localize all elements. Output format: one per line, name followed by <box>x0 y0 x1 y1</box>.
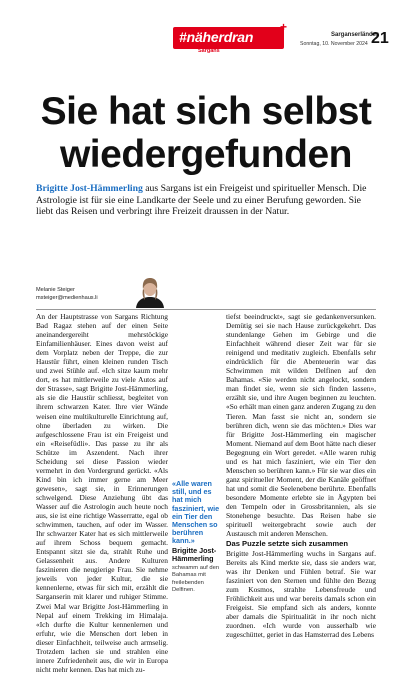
pull-quote-name: Brigitte Jost-Hämmerling <box>172 545 217 563</box>
headline: Sie hat sich selbst wiedergefunden <box>40 90 372 176</box>
issue-date: Sonntag, 10. November 2024 <box>300 41 368 47</box>
body-column-2 <box>226 312 376 639</box>
body-column-1 <box>36 312 168 674</box>
pull-quote <box>172 480 222 595</box>
body-paragraph: tiefst beeindruckt», sagt sie gedankenversunken. Demütig sei sie nach Hause zurückgekehrt. Das stundenlange Gehen im Gebirge und die Einfachheit während dieser Zeit war für sie reinigend und meditativ zugleich. Ebenfalls sehr eindrücklich für die Abenteuerin war das Schwimmen mit wilden Delfinen auf den Bahamas. «Sie werden nicht angelockt, sondern man findet sie, wenn sie sich finden lassen», erzählt sie, und ihre Augen beginnen zu leuchten. «So erhält man einen ganz anderen Zugang zu den Tieren. Man fasst sie nicht an, sondern sie berühren dich, wenn sie das möchten.» Dies war für Brigitte Jost-Hämmerling ein magischer Moment. Niemand auf dem Boot hätte nach dieser Begegnung ein Wort geredet. «Alle waren ruhig und es hat mich fasziniert, wie ein Tier den Menschen so berühren kann.» Für sie war dies ein ganz spiritueller Moment, der die Kanäle geöffnet hat und somit die Seelenebene berührte. Ebenfalls besondere Momente erlebte sie in Ägypten bei den Tempeln oder in Grossbritannien, als sie Stonehenge besuchte. Das Reisen habe sie spirituell weitergebracht sowie auch der Austausch mit anderen Menschen. <box>226 312 376 539</box>
pull-quote-caption: schwamm auf den Bahamas mit freilebenden Delfinen. <box>172 565 220 594</box>
author-byline <box>36 286 98 302</box>
section-logo <box>173 27 284 49</box>
page-number: 21 <box>371 30 389 47</box>
logo-subtitle: Sargans <box>198 48 220 54</box>
lead-person-name: Brigitte Jost-Hämmerling <box>36 183 143 194</box>
author-email[interactable]: msteiger@medienhaus.li <box>36 295 98 301</box>
body-paragraph: Brigitte Jost-Hämmerling wuchs in Sargans auf. Bereits als Kind merkte sie, dass sie anders war, was ihr Denken und Fühlen betraf. Sie war fasziniert von den Sternen und fühlte den Bezug zum Kosmos, strahlte Lebensfreude und Fröhlichkeit aus und war bereits damals schon ein Freigeist. Sie empfand sich als anders, konnte aber damals die Spiritualität in ihr noch nicht zuordnen. «Ich wurde von ausserhalb wie zugeschüttet, geriet in das Hamsterrad des Lebens <box>226 548 376 640</box>
author-name: Melanie Steiger <box>36 287 75 293</box>
lead-text: aus Sargans ist ein Freigeist und spiritueller Mensch. Die Astrologie ist für sie eine Landkarte der Seele und zu einer Berufung geworden. Sie liebt das Reisen und verbringt ihre Freizeit draussen in der Natur. <box>36 183 367 218</box>
masthead <box>0 0 404 58</box>
author-portrait <box>132 276 168 308</box>
logo-text: #näherdran <box>179 29 254 45</box>
divider-rule <box>36 309 376 310</box>
subheading: Das Puzzle setzte sich zusammen <box>226 539 348 549</box>
publication-name: Sarganserländer <box>331 32 379 38</box>
body-paragraph: An der Hauptstrasse von Sargans Richtung Bad Ragaz stehen auf der einen Seite aneinandergereiht mehrstöckige Einfamilienhäuser. Eines davon weist auf dem Vorplatz neben der Treppe, die zur Haustür führt, einen kleinen runden Tisch und zwei Stühle auf. «Ich sitze kaum mehr dort, es hat mittlerweile zu viele Autos auf der Strasse», sagt Brigitte Jost-Hämmerling, als sie die Haustür schliesst, begleitet von ihrem schwarzen Kater. Ihre vier Wände weisen eine multikulturelle Einrichtung auf, ohne überladen zu wirken. Die aufgeschlossene Frau ist ein Freigeist und ein «Reisefüdli». Das passe zu ihr als Schütze im Aszendent. Nach ihrer Scheidung sei diese Passion wieder vermehrt in den Vordergrund gerückt. «Als Kind bin ich immer gerne am Meer gewesen», sagt sie, in Erinnerungen schwelgend. Diese Anziehung übt das Wasser auf die Astrologin auch heute noch aus, sie ist eine richtige Wasserratte, egal ob schwimmen, tauchen, auf oder im Wasser. Ihr schwarzer Kater hat es sich mittlerweile auf ihrem Schoss bequem gemacht. Entspannt sitzt sie da, strahlt Ruhe und Gelassenheit aus. Andere Kulturen faszinieren die neugierige Frau. Sie nehme jeweils von jeder Kultur, die sie kennenlerne, etwas für sich mit, erzählt die Sarganserin mit klarer und ruhiger Stimme. Zwei Mal war Brigitte Jost-Hämmerling in Nepal auf einem Trekking im Himalaja. «Ich durfte die Kultur kennenlernen und erfuhr, wie die Menschen dort leben in dieser Einfachheit, teilweise auch armselig. Trotzdem lachen sie und strahlen eine innere Zufriedenheit aus, die wir in Europa nicht mehr kennen. Das hat mich zu- <box>36 312 168 674</box>
logo-plus-mark: + <box>280 20 288 34</box>
lead-paragraph <box>36 183 374 218</box>
pull-quote-text: «Alle waren still, und es hat mich fasziniert, wie ein Tier den Menschen so berühren kann.» <box>172 479 220 546</box>
